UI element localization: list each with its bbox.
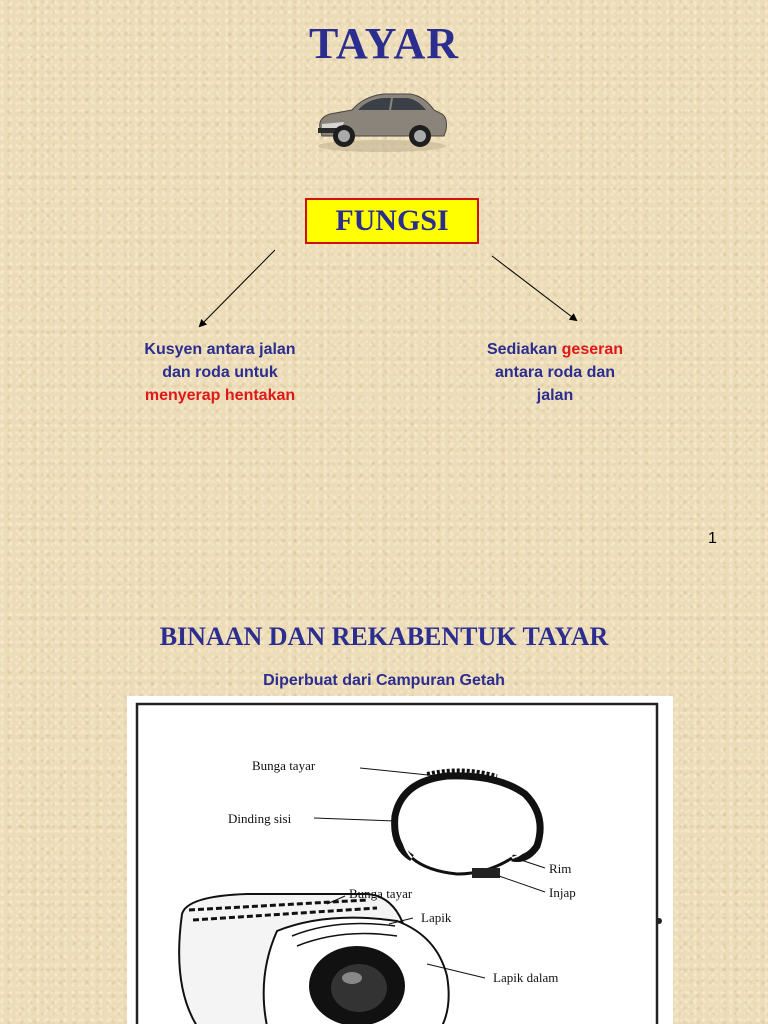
left-function-line2: dan roda untuk [162,364,278,381]
right-arrow [492,256,576,320]
label-dinding-sisi: Dinding sisi [228,811,292,826]
slide2-title: BINAAN DAN REKABENTUK TAYAR [159,622,609,651]
slide2-subtitle: Diperbuat dari Campuran Getah [263,672,505,689]
label-bunga-tayar-top: Bunga tayar [252,758,316,773]
label-rim: Rim [549,861,572,876]
left-function-highlight: menyerap hentakan [144,387,296,404]
page-number: 1 [708,530,717,547]
label-lapik: Lapik [421,910,452,925]
tyre-diagram [127,696,673,1024]
fungsi-box: FUNGSI [305,198,479,244]
label-bunga-tayar-bottom: Bunga tayar [349,886,413,901]
slide-title: TAYAR [308,19,460,68]
label-lapik-dalam: Lapik dalam [493,970,559,985]
slide-2 [0,600,768,1024]
right-function-line2: antara roda dan [494,364,616,381]
right-function-text [445,338,665,407]
right-function-prefix: Sediakan [486,341,562,358]
right-function-line3: jalan [536,387,574,404]
left-arrow [200,250,275,326]
left-function-line1: Kusyen antara jalan [144,341,296,358]
right-function-line1 [445,338,665,361]
tyre-diagram-drawing [127,696,673,1024]
label-injap: Injap [549,885,576,900]
right-function-highlight: geseran [561,341,624,358]
left-function-text [110,338,330,407]
